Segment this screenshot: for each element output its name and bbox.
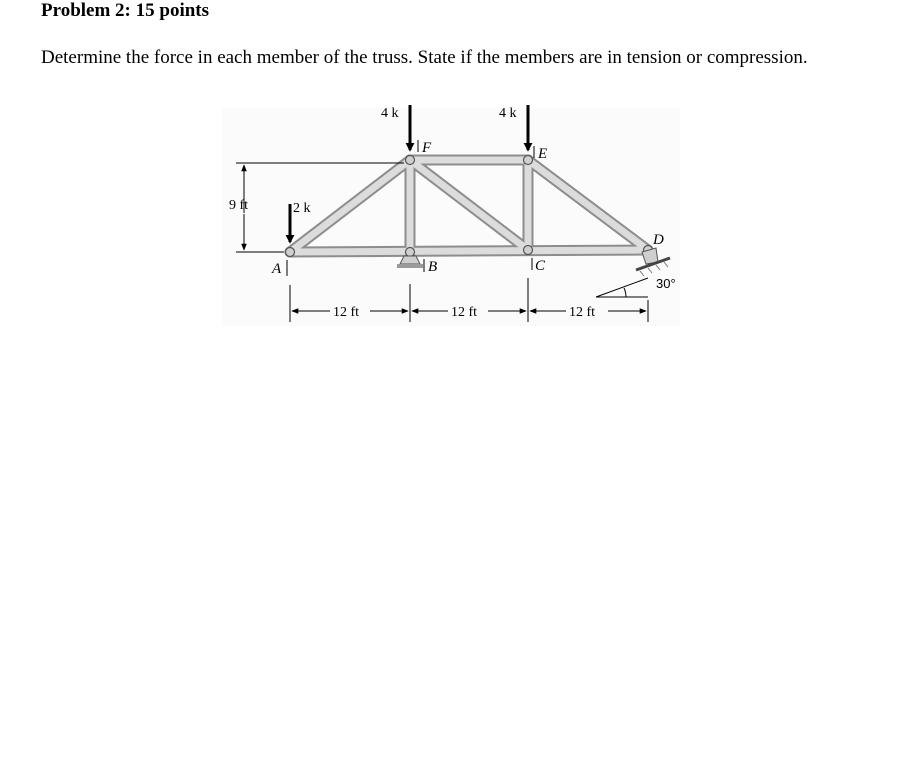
span-label-bc: 12 ft xyxy=(451,305,478,320)
height-label: 9 ft xyxy=(229,198,249,213)
span-label-ab: 12 ft xyxy=(333,305,360,320)
joint-label-e: E xyxy=(538,146,548,162)
joint-b xyxy=(406,248,415,257)
joint-label-d: D xyxy=(653,232,664,248)
load-label-e: 4 k xyxy=(499,106,517,121)
joint-label-a: A xyxy=(272,261,282,277)
joint-label-b: B xyxy=(428,259,438,275)
load-label-a: 2 k xyxy=(293,201,311,216)
load-label-f: 4 k xyxy=(381,106,399,121)
problem-title: Problem 2: 15 points xyxy=(41,0,210,21)
span-label-cd: 12 ft xyxy=(569,305,596,320)
joint-e xyxy=(524,156,533,165)
joint-a xyxy=(286,248,295,257)
joint-label-f: F xyxy=(422,140,432,156)
joint-label-c: C xyxy=(535,258,546,274)
joint-f xyxy=(406,156,415,165)
problem-statement: Determine the force in each member of the truss. State if the members are in tension or compression. xyxy=(41,47,808,68)
joint-c xyxy=(524,246,533,255)
support-angle-label: 30° xyxy=(656,276,676,291)
member-abcd xyxy=(290,250,648,252)
